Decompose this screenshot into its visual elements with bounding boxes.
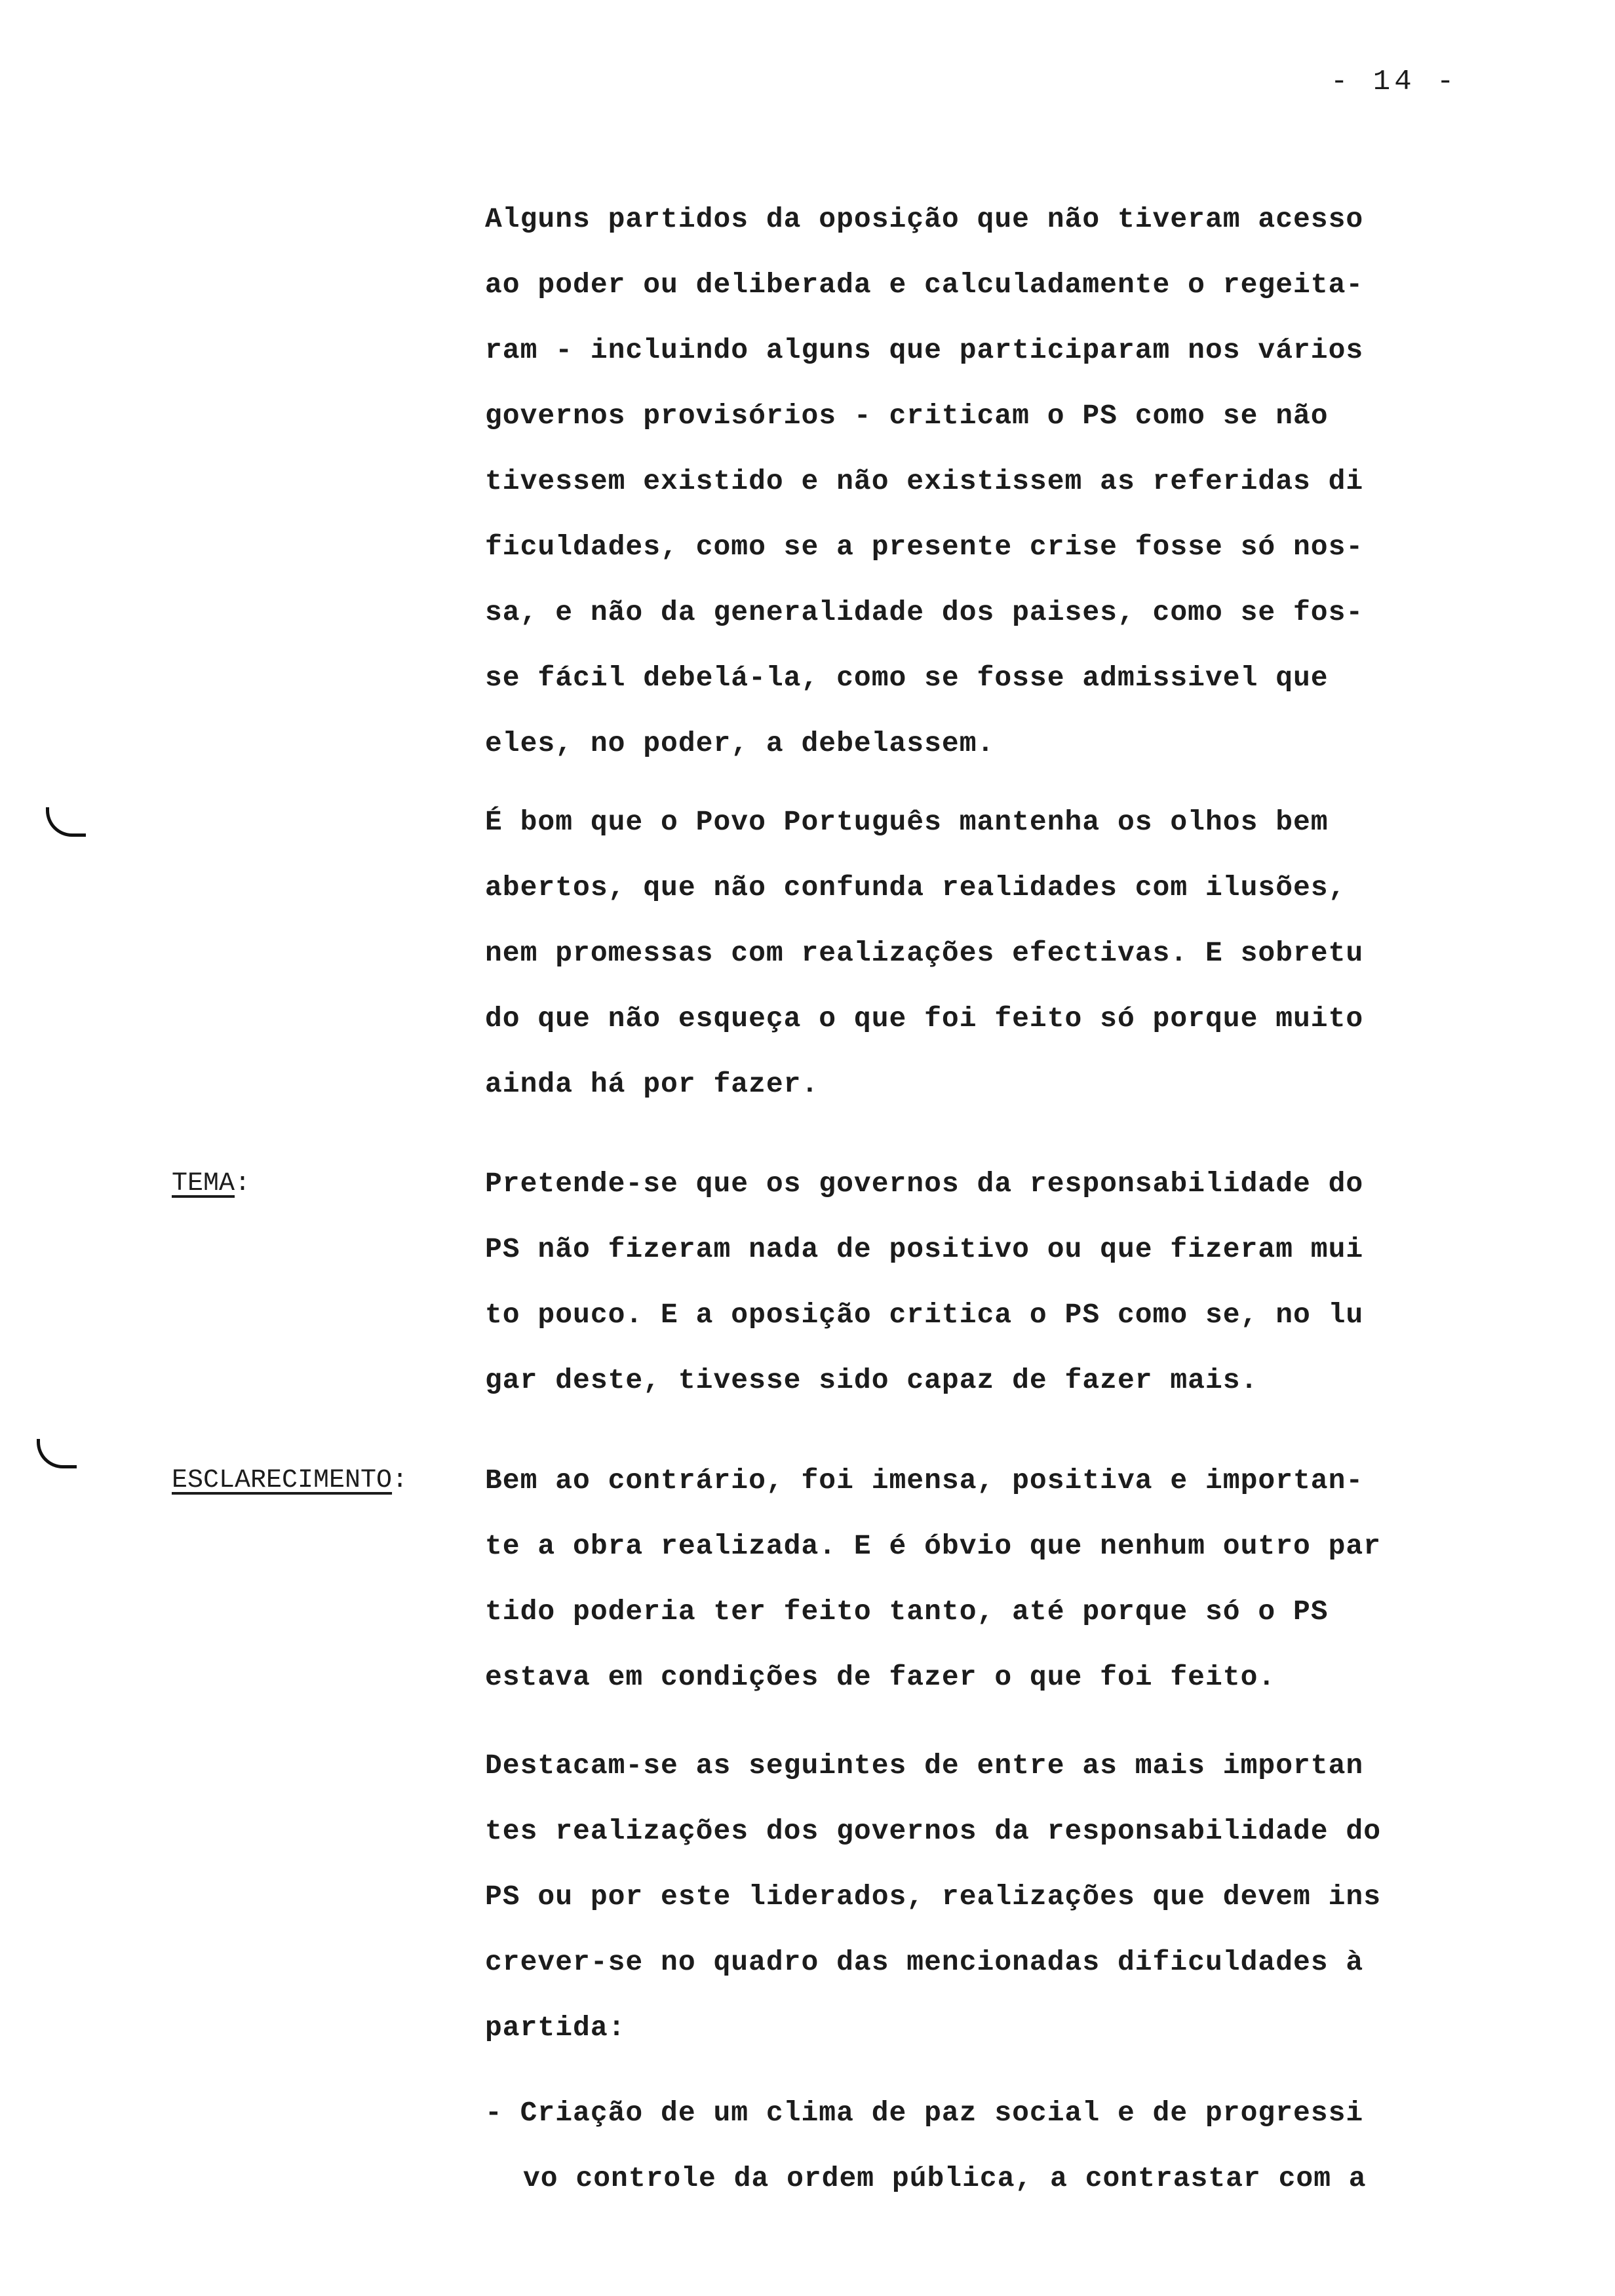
paragraph-opposition — [485, 187, 1481, 776]
list-item-paz-social — [485, 2080, 1481, 2211]
text-line: Bem ao contrário, foi imensa, positiva e importan- — [485, 1464, 1364, 1497]
label-suffix: : — [392, 1466, 408, 1495]
text-line: to pouco. E a oposição critica o PS como se, no lu — [485, 1299, 1364, 1331]
text-line: do que não esqueça o que foi feito só porque muito — [485, 1003, 1364, 1035]
text-line: gar deste, tivesse sido capaz de fazer mais. — [485, 1364, 1258, 1396]
text-line: tivessem existido e não existissem as referidas di — [485, 465, 1364, 497]
text-line: estava em condições de fazer o que foi feito. — [485, 1661, 1276, 1693]
paragraph-realizacoes — [485, 1733, 1481, 2061]
text-line: sa, e não da generalidade dos paises, como se fos- — [485, 596, 1364, 628]
label-tema-text: TEMA — [172, 1169, 235, 1198]
text-line: vo controle da ordem pública, a contrastar com a — [523, 2162, 1367, 2194]
text-line: nem promessas com realizações efectivas. E sobretu — [485, 937, 1364, 969]
text-line: crever-se no quadro das mencionadas dificuldades à — [485, 1946, 1364, 1978]
text-line: eles, no poder, a debelassem. — [485, 727, 995, 759]
text-line: É bom que o Povo Português mantenha os olhos bem — [485, 806, 1329, 838]
text-line: ram - incluindo alguns que participaram nos vários — [485, 334, 1364, 366]
text-line: partida: — [485, 2012, 626, 2044]
text-line: ao poder ou deliberada e calculadamente o regeita- — [485, 269, 1364, 301]
text-line: ainda há por fazer. — [485, 1068, 819, 1100]
text-line: tes realizações dos governos da responsabilidade do — [485, 1815, 1382, 1847]
text-line: tido poderia ter feito tanto, até porque só o PS — [485, 1596, 1329, 1628]
text-line: ficuldades, como se a presente crise fosse só nos- — [485, 531, 1364, 563]
label-esclarecimento-text: ESCLARECIMENTO — [172, 1466, 393, 1495]
page-number: - 14 - — [1331, 66, 1458, 98]
text-line: - Criação de um clima de paz social e de progressi — [485, 2097, 1364, 2129]
text-line: abertos, que não confunda realidades com ilusões, — [485, 871, 1346, 904]
text-line: Pretende-se que os governos da responsabilidade do — [485, 1168, 1364, 1200]
margin-mark — [37, 1439, 77, 1468]
paragraph-povo-portugues — [485, 790, 1481, 1117]
text-line: PS não fizeram nada de positivo ou que fizeram mui — [485, 1233, 1364, 1265]
text-line: PS ou por este liderados, realizações que devem ins — [485, 1881, 1382, 1913]
margin-mark — [46, 807, 86, 837]
text-line: te a obra realizada. E é óbvio que nenhum outro par — [485, 1530, 1382, 1562]
text-line: governos provisórios - criticam o PS como se não — [485, 400, 1329, 432]
label-esclarecimento — [172, 1448, 408, 1514]
text-line: se fácil debelá-la, como se fosse admissivel que — [485, 662, 1329, 694]
label-tema — [172, 1151, 250, 1217]
paragraph-tema — [485, 1151, 1481, 1413]
paragraph-esclarecimento — [485, 1448, 1481, 1710]
text-line: Alguns partidos da oposição que não tiveram acesso — [485, 203, 1364, 235]
label-suffix: : — [235, 1169, 251, 1198]
text-line: Destacam-se as seguintes de entre as mais importan — [485, 1750, 1364, 1782]
